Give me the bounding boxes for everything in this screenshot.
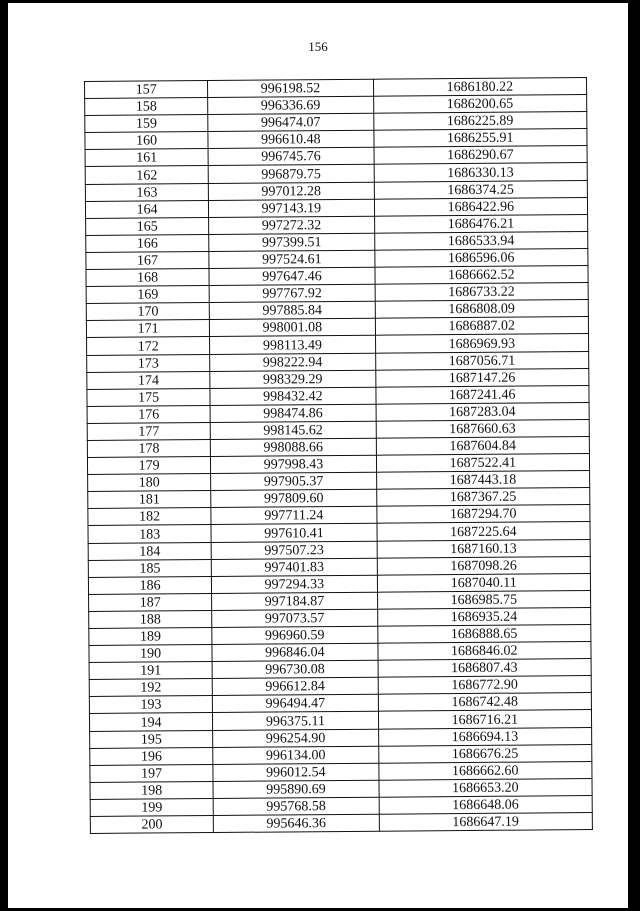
x-coordinate-cell: 997073.57 bbox=[212, 609, 377, 627]
y-coordinate-cell: 1686374.25 bbox=[374, 180, 588, 199]
point-number-cell: 193 bbox=[89, 696, 212, 714]
point-number-cell: 199 bbox=[90, 798, 213, 816]
point-number-cell: 162 bbox=[85, 166, 208, 184]
y-coordinate-cell: 1687283.04 bbox=[376, 402, 590, 421]
point-number-cell: 184 bbox=[88, 542, 211, 560]
x-coordinate-cell: 995890.69 bbox=[213, 780, 378, 798]
y-coordinate-cell: 1686648.06 bbox=[379, 795, 593, 814]
y-coordinate-cell: 1686596.06 bbox=[374, 248, 588, 267]
x-coordinate-cell: 995768.58 bbox=[213, 797, 378, 815]
y-coordinate-cell: 1687522.41 bbox=[376, 454, 590, 473]
x-coordinate-cell: 997885.84 bbox=[209, 301, 374, 319]
coordinate-table bbox=[84, 77, 593, 834]
point-number-cell: 177 bbox=[87, 422, 210, 440]
y-coordinate-cell: 1686846.02 bbox=[377, 642, 591, 661]
point-number-cell: 197 bbox=[90, 764, 213, 782]
x-coordinate-cell: 997610.41 bbox=[211, 524, 376, 542]
x-coordinate-cell: 998474.86 bbox=[210, 404, 375, 422]
point-number-cell: 182 bbox=[88, 508, 211, 526]
point-number-cell: 185 bbox=[88, 559, 211, 577]
y-coordinate-cell: 1686422.96 bbox=[374, 197, 588, 216]
x-coordinate-cell: 996612.84 bbox=[212, 677, 377, 695]
y-coordinate-cell: 1686694.13 bbox=[378, 727, 592, 746]
x-coordinate-cell: 998432.42 bbox=[210, 387, 375, 405]
x-coordinate-cell: 997809.60 bbox=[211, 489, 376, 507]
y-coordinate-cell: 1686742.48 bbox=[378, 693, 592, 712]
x-coordinate-cell: 998088.66 bbox=[211, 438, 376, 456]
y-coordinate-cell: 1687056.71 bbox=[375, 351, 589, 370]
x-coordinate-cell: 996375.11 bbox=[213, 712, 378, 730]
point-number-cell: 172 bbox=[87, 337, 210, 355]
y-coordinate-cell: 1686969.93 bbox=[375, 334, 589, 353]
table-row bbox=[90, 813, 592, 834]
y-coordinate-cell: 1687241.46 bbox=[375, 385, 589, 404]
y-coordinate-cell: 1686476.21 bbox=[374, 214, 588, 233]
x-coordinate-cell: 997998.43 bbox=[211, 455, 376, 473]
point-number-cell: 190 bbox=[89, 645, 212, 663]
point-number-cell: 158 bbox=[85, 98, 208, 116]
x-coordinate-cell: 997184.87 bbox=[212, 592, 377, 610]
point-number-cell: 180 bbox=[88, 474, 211, 492]
x-coordinate-cell: 997294.33 bbox=[212, 575, 377, 593]
y-coordinate-cell: 1686676.25 bbox=[378, 744, 592, 763]
point-number-cell: 174 bbox=[87, 371, 210, 389]
point-number-cell: 188 bbox=[89, 610, 212, 628]
point-number-cell: 164 bbox=[85, 200, 208, 218]
y-coordinate-cell: 1686733.22 bbox=[375, 283, 589, 302]
point-number-cell: 171 bbox=[86, 320, 209, 338]
x-coordinate-cell: 997401.83 bbox=[211, 558, 376, 576]
x-coordinate-cell: 996879.75 bbox=[208, 165, 373, 183]
x-coordinate-cell: 997711.24 bbox=[211, 507, 376, 525]
y-coordinate-cell: 1687660.63 bbox=[376, 419, 590, 438]
point-number-cell: 173 bbox=[87, 354, 210, 372]
y-coordinate-cell: 1686662.60 bbox=[378, 761, 592, 780]
x-coordinate-cell: 997507.23 bbox=[211, 541, 376, 559]
x-coordinate-cell: 997012.28 bbox=[209, 182, 374, 200]
document-page bbox=[8, 3, 628, 908]
point-number-cell: 189 bbox=[89, 628, 212, 646]
point-number-cell: 181 bbox=[88, 491, 211, 509]
x-coordinate-cell: 996730.08 bbox=[212, 660, 377, 678]
y-coordinate-cell: 1686653.20 bbox=[379, 778, 593, 797]
point-number-cell: 187 bbox=[89, 593, 212, 611]
point-number-cell: 159 bbox=[85, 115, 208, 133]
point-number-cell: 179 bbox=[87, 457, 210, 475]
y-coordinate-cell: 1687604.84 bbox=[376, 437, 590, 456]
x-coordinate-cell: 997143.19 bbox=[209, 199, 374, 217]
x-coordinate-cell: 996745.76 bbox=[208, 148, 373, 166]
y-coordinate-cell: 1687225.64 bbox=[377, 522, 591, 541]
point-number-cell: 183 bbox=[88, 525, 211, 543]
x-coordinate-cell: 998145.62 bbox=[210, 421, 375, 439]
point-number-cell: 170 bbox=[86, 303, 209, 321]
point-number-cell: 167 bbox=[86, 251, 209, 269]
point-number-cell: 169 bbox=[86, 286, 209, 304]
point-number-cell: 191 bbox=[89, 662, 212, 680]
point-number-cell: 175 bbox=[87, 388, 210, 406]
x-coordinate-cell: 998222.94 bbox=[210, 353, 375, 371]
x-coordinate-cell: 998113.49 bbox=[210, 336, 375, 354]
y-coordinate-cell: 1686647.19 bbox=[379, 813, 593, 832]
point-number-cell: 195 bbox=[90, 730, 213, 748]
y-coordinate-cell: 1687160.13 bbox=[377, 539, 591, 558]
x-coordinate-cell: 998001.08 bbox=[210, 319, 375, 337]
point-number-cell: 160 bbox=[85, 132, 208, 150]
x-coordinate-cell: 996960.59 bbox=[212, 626, 377, 644]
x-coordinate-cell: 996494.47 bbox=[213, 695, 378, 713]
coordinate-table-body bbox=[85, 78, 593, 834]
y-coordinate-cell: 1686330.13 bbox=[374, 163, 588, 182]
x-coordinate-cell: 996012.54 bbox=[213, 763, 378, 781]
y-coordinate-cell: 1687294.70 bbox=[376, 505, 590, 524]
point-number-cell: 178 bbox=[87, 439, 210, 457]
x-coordinate-cell: 996336.69 bbox=[208, 96, 373, 114]
x-coordinate-cell: 997767.92 bbox=[209, 284, 374, 302]
x-coordinate-cell: 996610.48 bbox=[208, 131, 373, 149]
y-coordinate-cell: 1686887.02 bbox=[375, 317, 589, 336]
y-coordinate-cell: 1686772.90 bbox=[378, 676, 592, 695]
point-number-cell: 166 bbox=[86, 234, 209, 252]
y-coordinate-cell: 1687367.25 bbox=[376, 488, 590, 507]
x-coordinate-cell: 998329.29 bbox=[210, 370, 375, 388]
y-coordinate-cell: 1686180.22 bbox=[373, 78, 587, 97]
y-coordinate-cell: 1686808.09 bbox=[375, 300, 589, 319]
y-coordinate-cell: 1686985.75 bbox=[377, 590, 591, 609]
point-number-cell: 161 bbox=[85, 149, 208, 167]
point-number-cell: 176 bbox=[87, 405, 210, 423]
y-coordinate-cell: 1686255.91 bbox=[373, 129, 587, 148]
y-coordinate-cell: 1686662.52 bbox=[375, 266, 589, 285]
point-number-cell: 168 bbox=[86, 269, 209, 287]
point-number-cell: 194 bbox=[89, 713, 212, 731]
y-coordinate-cell: 1687443.18 bbox=[376, 471, 590, 490]
y-coordinate-cell: 1687098.26 bbox=[377, 556, 591, 575]
x-coordinate-cell: 995646.36 bbox=[214, 814, 379, 832]
x-coordinate-cell: 997647.46 bbox=[209, 267, 374, 285]
y-coordinate-cell: 1686200.65 bbox=[373, 95, 587, 114]
y-coordinate-cell: 1686533.94 bbox=[374, 231, 588, 250]
y-coordinate-cell: 1686807.43 bbox=[378, 659, 592, 678]
x-coordinate-cell: 996198.52 bbox=[208, 79, 373, 97]
x-coordinate-cell: 996254.90 bbox=[213, 729, 378, 747]
y-coordinate-cell: 1686935.24 bbox=[377, 607, 591, 626]
point-number-cell: 196 bbox=[90, 747, 213, 765]
point-number-cell: 157 bbox=[85, 81, 208, 99]
x-coordinate-cell: 997905.37 bbox=[211, 472, 376, 490]
y-coordinate-cell: 1686290.67 bbox=[374, 146, 588, 165]
y-coordinate-cell: 1686225.89 bbox=[373, 112, 587, 131]
page-number: 156 bbox=[308, 39, 328, 54]
y-coordinate-cell: 1686716.21 bbox=[378, 710, 592, 729]
point-number-cell: 198 bbox=[90, 781, 213, 799]
y-coordinate-cell: 1686888.65 bbox=[377, 625, 591, 644]
x-coordinate-cell: 996846.04 bbox=[212, 643, 377, 661]
point-number-cell: 192 bbox=[89, 679, 212, 697]
point-number-cell: 165 bbox=[86, 217, 209, 235]
point-number-cell: 163 bbox=[85, 183, 208, 201]
y-coordinate-cell: 1687040.11 bbox=[377, 573, 591, 592]
x-coordinate-cell: 996474.07 bbox=[208, 113, 373, 131]
x-coordinate-cell: 997399.51 bbox=[209, 233, 374, 251]
x-coordinate-cell: 997272.32 bbox=[209, 216, 374, 234]
point-number-cell: 186 bbox=[88, 576, 211, 594]
y-coordinate-cell: 1687147.26 bbox=[375, 368, 589, 387]
x-coordinate-cell: 997524.61 bbox=[209, 250, 374, 268]
point-number-cell: 200 bbox=[90, 816, 213, 834]
x-coordinate-cell: 996134.00 bbox=[213, 746, 378, 764]
